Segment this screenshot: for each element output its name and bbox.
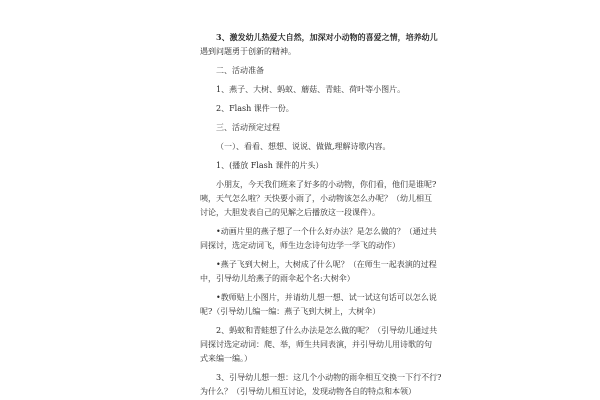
lesson-plan-text	[200, 30, 442, 399]
paragraph-line	[200, 30, 438, 45]
paragraph-line: 式来编一编。）	[200, 354, 252, 363]
goal-3-text: 3、激发幼儿热爱大自然，加深对小动物的喜爱之情，培养幼儿	[216, 32, 438, 42]
paragraph-line: 遇到问题勇于创新的精神。	[200, 47, 296, 56]
bullet-line: •动画片里的燕子想了一个什么好办法？是怎么做的？（通过共	[216, 227, 437, 236]
paragraph-line: 2、Flash 课件一份。	[216, 104, 294, 113]
paragraph-line: 2、蚂蚁和青蛙想了什么办法是怎么做的呢？（引导幼儿通过共	[216, 326, 438, 335]
paragraph-line: 1、(播放 Flash 课件的片头）	[216, 161, 324, 170]
section-heading-preparation: 二、活动准备	[216, 66, 264, 75]
bullet-line: •燕子飞到大树上，大树成了什么呢？（在师生一起表演的过程	[216, 260, 437, 269]
section-heading-process: 三、活动预定过程	[216, 123, 280, 132]
paragraph-line: 中，引导幼儿给燕子的雨伞起个名:大树伞）	[200, 274, 355, 283]
paragraph-line: 同探讨选定动词：爬、举，师生共同表演，并引导幼儿用诗歌的句	[200, 340, 432, 349]
paragraph-line: 3、引导幼儿想一想：这几个小动物的雨伞相互交换一下行不行?	[216, 373, 442, 382]
paragraph-line: 同探讨，选定动词飞，师生边念诗句边学一学飞的动作）	[200, 241, 400, 250]
paragraph-line: 讨论，大胆发表自己的见解之后播放这一段课件）。	[200, 208, 380, 217]
bullet-line: •教师贴上小图片，并请幼儿想一想、试一试这句话可以怎么说	[216, 293, 437, 302]
paragraph-line: 为什么？（引导幼儿相互讨论，发现动物各自的特点和本领）	[200, 387, 416, 396]
subsection-heading: （一）、看看、想想、说说、做做,理解诗歌内容。	[216, 142, 391, 151]
paragraph-line: 呢?（引导幼儿编一编：燕子飞到大树上，大树伞）	[200, 307, 381, 316]
paragraph-line: 1、燕子、大树、蚂蚁、蘑菇、青蛙、荷叶等小图片。	[216, 85, 406, 94]
paragraph-line: 小朋友，今天我们班来了好多的小动物，你们看，他们是谁呢?	[216, 180, 437, 189]
paragraph-line: 咦，天气怎么啦？天快要小雨了，小动物该怎么办呢？（幼儿相互	[200, 194, 432, 203]
